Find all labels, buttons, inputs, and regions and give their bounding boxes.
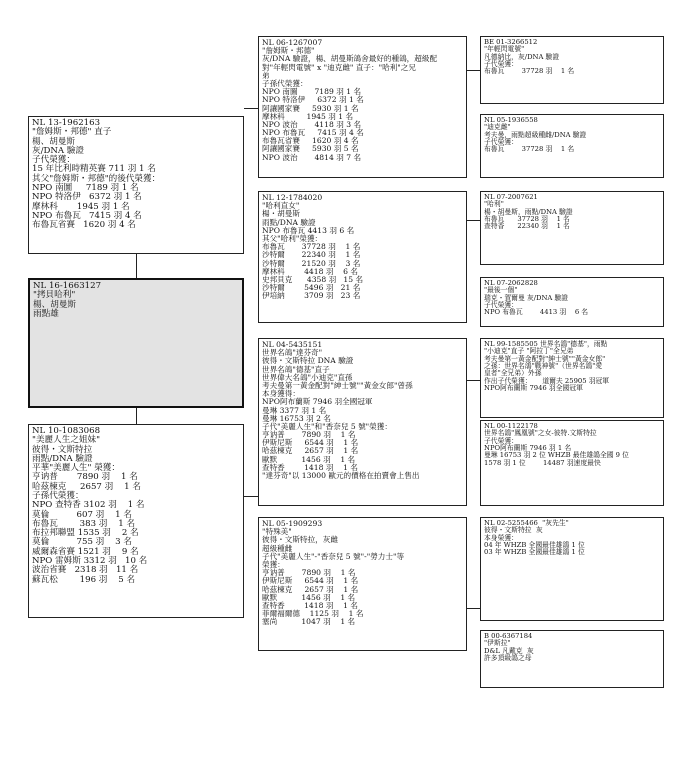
card-line: NPO 查特香 3102 羽 1 名 (32, 500, 145, 511)
card-line: 歐默 1456 羽 1 名 (262, 454, 356, 464)
card-line: 莫倫 755 羽 3 名 (32, 537, 132, 548)
card-line: 伊培納 3709 羽 23 名 (262, 291, 361, 301)
card-line: NPO 南圖 7189 羽 1 名 (32, 182, 139, 193)
card-line: 考夫曼第一黃金配對"紳士號""黃金女郎"曾孫 (262, 380, 413, 390)
card-line: NL 16-1663127 (33, 281, 102, 291)
card-line: 楊、胡曼斯 (33, 299, 76, 310)
card-line: BE 01-3266512 (484, 38, 538, 46)
card-line: "小迪克"直子 "阿拉丁"全兄弟 (484, 347, 574, 356)
card-line: 摩林科 4418 羽 6 名 (262, 266, 358, 276)
card-line: NPO 布魯瓦 4413 羽 6 名 (484, 308, 589, 317)
card-line: 榮獲： (262, 559, 285, 569)
card-line: 瑞克・賀爾曼 灰/DNA 驗證 (484, 293, 569, 302)
card-line: NPO 布魯瓦 4413 羽 6 名 (262, 225, 355, 235)
card-line: "詹姆斯・邦德" 直子 (32, 127, 112, 138)
pedigree-card-ggs-3 (480, 338, 664, 418)
connector (467, 380, 480, 381)
card-line: 凡德納比，灰/DNA 驗證 (484, 52, 560, 61)
card-line: "特殊美" (262, 527, 292, 537)
card-line: NL 02-5255466 "灰先生" (484, 519, 569, 527)
card-line: "最後一個" (484, 286, 518, 295)
card-line: 考夫曼第一黃金配對"紳士號""黃金女郎" (484, 354, 606, 363)
card-line: 本身榮獲： (484, 533, 518, 542)
card-line: 雨點/DNA 驗證 (32, 453, 93, 464)
card-line: 平華"美麗人生" 榮獲： (32, 463, 120, 474)
card-line: "年輕閃電號" (484, 45, 525, 54)
card-line: NL 00-1122178 (484, 422, 538, 430)
card-line: NL 05-1936558 (484, 116, 538, 124)
card-line: 亨讷普 7890 羽 1 名 (262, 568, 356, 578)
card-line: 子代"美麗人生"和"香奈兒 5 號"榮獲： (262, 421, 392, 431)
card-line: 莫倫 607 羽 1 名 (32, 509, 132, 520)
card-line: 阿讓國家賽 5930 羽 1 名 (262, 103, 359, 113)
card-line: 沙特爾 5496 羽 21 名 (262, 283, 361, 293)
card-line: 世界名鴿"德基"直子 (262, 364, 330, 374)
card-line: 子代榮獲： (484, 59, 518, 68)
card-line: 雨點/DNA 驗證 (262, 217, 316, 227)
pedigree-card-dam-dam (258, 517, 467, 651)
card-line: 菲爾福爾德 1125 羽 1 名 (262, 609, 364, 619)
card-line: 史邦貝克 4358 羽 15 名 (262, 274, 364, 284)
card-line: NL 12-1784020 (262, 193, 323, 202)
card-line: 楊、胡曼斯 (32, 136, 75, 147)
card-line: NPO 特洛伊 6372 羽 1 名 (262, 95, 364, 105)
card-line: NPO阿布蘭斯 7946 羽全國冠軍 (484, 383, 583, 392)
connector (467, 220, 480, 221)
card-line: NPO阿布蘭斯 7946 羽 1 名 (484, 443, 572, 452)
card-line: 伊斯尼斯 6544 羽 1 名 (262, 438, 359, 448)
card-line: "美麗人生之姐妹" (32, 435, 101, 446)
card-line: 本身獲得： (262, 389, 300, 399)
card-line: 哈茲楝克 2657 羽 1 名 (262, 584, 359, 594)
card-line: 波治省賽 2318 羽 11 名 (32, 565, 139, 576)
card-line: NL 05-1909293 (262, 519, 323, 528)
card-line: 超級種雌 (262, 543, 293, 553)
card-line: 彼得・文斯特拉，灰雌 (262, 535, 338, 545)
card-line: 布魯瓦省賽 1620 羽 4 名 (262, 136, 359, 146)
card-line: "哈利直女" (262, 201, 300, 211)
card-line: "拷貝哈利" (33, 290, 76, 301)
card-line: "哈利" (484, 200, 504, 209)
card-line: NL 07-2007621 (484, 193, 538, 201)
card-line: 布魯瓦省賽 1620 羽 4 名 (32, 220, 136, 231)
pedigree-card-ggd-1 (480, 114, 664, 178)
card-line: NPO 波治 4118 羽 3 名 (262, 119, 362, 129)
card-line: 曼琳 3377 羽 1 名 (262, 405, 327, 415)
card-line: 其父"哈利"榮獲： (262, 233, 323, 243)
card-line: 查特香 22340 羽 1 名 (484, 222, 570, 231)
card-line: 摩林科 1945 羽 1 名 (262, 111, 354, 121)
card-line: NL 13-1962163 (32, 118, 101, 128)
card-line: 哈茲楝克 2657 羽 1 名 (32, 481, 141, 492)
card-line: NL 99-1585505 世界名鴿"德基"，雨點 (484, 340, 608, 348)
card-line: 彼得・文斯特拉 DNA 驗證 (262, 356, 354, 366)
pedigree-card-sire (28, 116, 244, 254)
card-line: 查特香 1418 羽 1 名 (262, 462, 358, 472)
card-line: NPO 雷姆斯 3312 羽 10 名 (32, 555, 148, 566)
connector (244, 108, 258, 109)
card-line: 亨讷普 7890 羽 1 名 (262, 430, 356, 440)
card-line: 摩林科 1945 羽 1 名 (32, 201, 130, 212)
card-line: 灰/DNA 驗證，楊、胡曼斯鴿舍最好的種鴿，超級配 (262, 54, 438, 64)
card-line: "迪克雌" (484, 123, 511, 132)
pedigree-card-ggs-2 (480, 191, 664, 265)
connector (136, 408, 137, 424)
pedigree-card-ggs-1 (480, 36, 664, 104)
card-line: 子孫代榮獲： (32, 490, 84, 501)
card-line: 對"年輕閃電號" x "迪克雌" 直子："哈利"之兄 (262, 62, 416, 72)
card-line: 其父"詹姆斯・邦德"的後代榮獲： (32, 173, 161, 184)
card-line: 子代榮獲： (484, 436, 518, 445)
card-line: 子孫代榮獲： (262, 78, 308, 88)
card-line: 哈茲楝克 2657 羽 1 名 (262, 446, 359, 456)
card-line: 子代"美麗人生"-"香奈兒 5 號"-"勞力士"等 (262, 551, 405, 561)
card-line: NL 10-1083068 (32, 426, 101, 436)
card-line: 蘇瓦松 196 羽 5 名 (32, 574, 136, 585)
card-line: 雨點雄 (33, 308, 59, 319)
card-line: NPO 特洛伊 6372 羽 1 名 (32, 192, 142, 203)
connector (136, 254, 137, 278)
card-line: 布魯瓦 37728 羽 1 名 (262, 242, 361, 252)
card-line: "詹姆斯・邦德" (262, 46, 315, 56)
card-line: 查特香 1418 羽 1 名 (262, 600, 358, 610)
card-line: 彼得・文斯特拉 灰 (484, 526, 543, 535)
card-line: NL 04-5435151 (262, 340, 323, 349)
card-line: 15 年比利時精英賽 711 羽 1 名 (32, 164, 156, 175)
connector (467, 608, 480, 609)
card-line: NL 06-1267007 (262, 38, 323, 47)
card-line: 沙特爾 22340 羽 1 名 (262, 250, 361, 260)
card-line: 04 年 WHZB 全國最佳雄鴿 1 位 (484, 540, 585, 549)
card-line: NPO 布魯瓦 7415 羽 4 名 (32, 210, 142, 221)
pedigree-card-ggd-2 (480, 277, 664, 327)
card-line: 威爾森省賽 1521 羽 9 名 (32, 546, 139, 557)
card-line: 子代榮獲： (484, 137, 518, 146)
card-line: NPO 布魯瓦 7415 羽 4 名 (262, 128, 364, 138)
pedigree-card-subject (28, 278, 244, 408)
card-line: 考夫曼，雨點超級種雌/DNA 驗證 (484, 130, 587, 139)
card-line: 03 年 WHZB 全國最佳雄鴿 1 位 (484, 548, 585, 557)
card-line: "達芬奇"以 13000 歐元的價格在拍賣會上售出 (262, 471, 420, 480)
card-line: NPO阿布蘭斯 7946 羽全國冠軍 (262, 397, 373, 407)
card-line: 楊・胡曼斯 (262, 209, 300, 219)
card-line: 皇者"全兄弟）外孫 (484, 369, 542, 378)
pedigree-card-sire-dam (258, 191, 467, 323)
pedigree-card-ggd-3 (480, 420, 664, 506)
pedigree-card-ggd-4 (480, 630, 664, 688)
card-line: D&L 凡戴克 灰 (484, 646, 534, 655)
card-line: 阿讓國家賽 5930 羽 5 名 (262, 144, 359, 154)
card-line: 曼琳 16753 羽 2 名 (262, 413, 332, 423)
card-line: 世界偉大名鴿"小迪克"直孫 (262, 372, 353, 382)
pedigree-card-dam-sire (258, 338, 467, 506)
card-line: 弟 (262, 70, 270, 80)
card-line: 子代榮獲： (484, 300, 518, 309)
card-line: 布魯瓦 383 羽 1 名 (32, 518, 136, 529)
card-line: 布魯瓦 37728 羽 1 名 (484, 67, 575, 76)
card-line: NPO 南圖 7189 羽 1 名 (262, 87, 362, 97)
card-line: 彼得・文斯特拉 (32, 444, 93, 455)
card-line: 布魯瓦 37728 羽 1 名 (484, 145, 575, 154)
card-line: 布魯瓦 37728 羽 1 名 (484, 214, 570, 223)
pedigree-card-dam (28, 424, 244, 618)
card-line: NL 07-2062828 (484, 279, 538, 287)
card-line: 許多頂級鴿之母 (484, 653, 532, 662)
card-line: 布拉邦聯盟 1535 羽 2 名 (32, 528, 139, 539)
card-line: 伊斯尼斯 6544 羽 1 名 (262, 576, 359, 586)
card-line: 灰/DNA 驗證 (32, 145, 85, 156)
card-line: 沙特爾 21520 羽 3 名 (262, 258, 361, 268)
pedigree-card-sire-sire (258, 36, 467, 178)
card-line: 曼琳 16753 羽 2 位 WHZB 最佳雄鴿全國 9 位 (484, 451, 629, 460)
card-line: 之孫：世界名鴿"戰神號"（世界名鴿"愛 (484, 361, 603, 370)
card-line: B 00-6367184 (484, 632, 533, 640)
card-line: 子代榮獲： (32, 155, 75, 166)
card-line: "伊斯拉" (484, 639, 511, 648)
card-line: 1578 羽 1 位 14487 羽速度最快 (484, 458, 601, 467)
pedigree-card-ggs-4 (480, 517, 664, 621)
card-line: 亨讷普 7890 羽 1 名 (32, 472, 138, 483)
card-line: 世界名鴿"達芬奇" (262, 348, 323, 358)
card-line: 楊・胡曼斯，雨點/DNA 驗證 (484, 207, 573, 216)
card-line: NPO 波治 4814 羽 7 名 (262, 152, 362, 162)
card-line: 世界名鴿"鳳凰號"之女-彼特.文斯特拉 (484, 429, 597, 438)
connector (467, 70, 480, 71)
card-line: 歐默 1456 羽 1 名 (262, 592, 356, 602)
card-line: 塞尚 1047 羽 1 名 (262, 617, 356, 627)
card-line: 作出子代榮獲： 道爾夫 25905 羽冠軍 (484, 376, 610, 385)
connector (244, 496, 258, 497)
